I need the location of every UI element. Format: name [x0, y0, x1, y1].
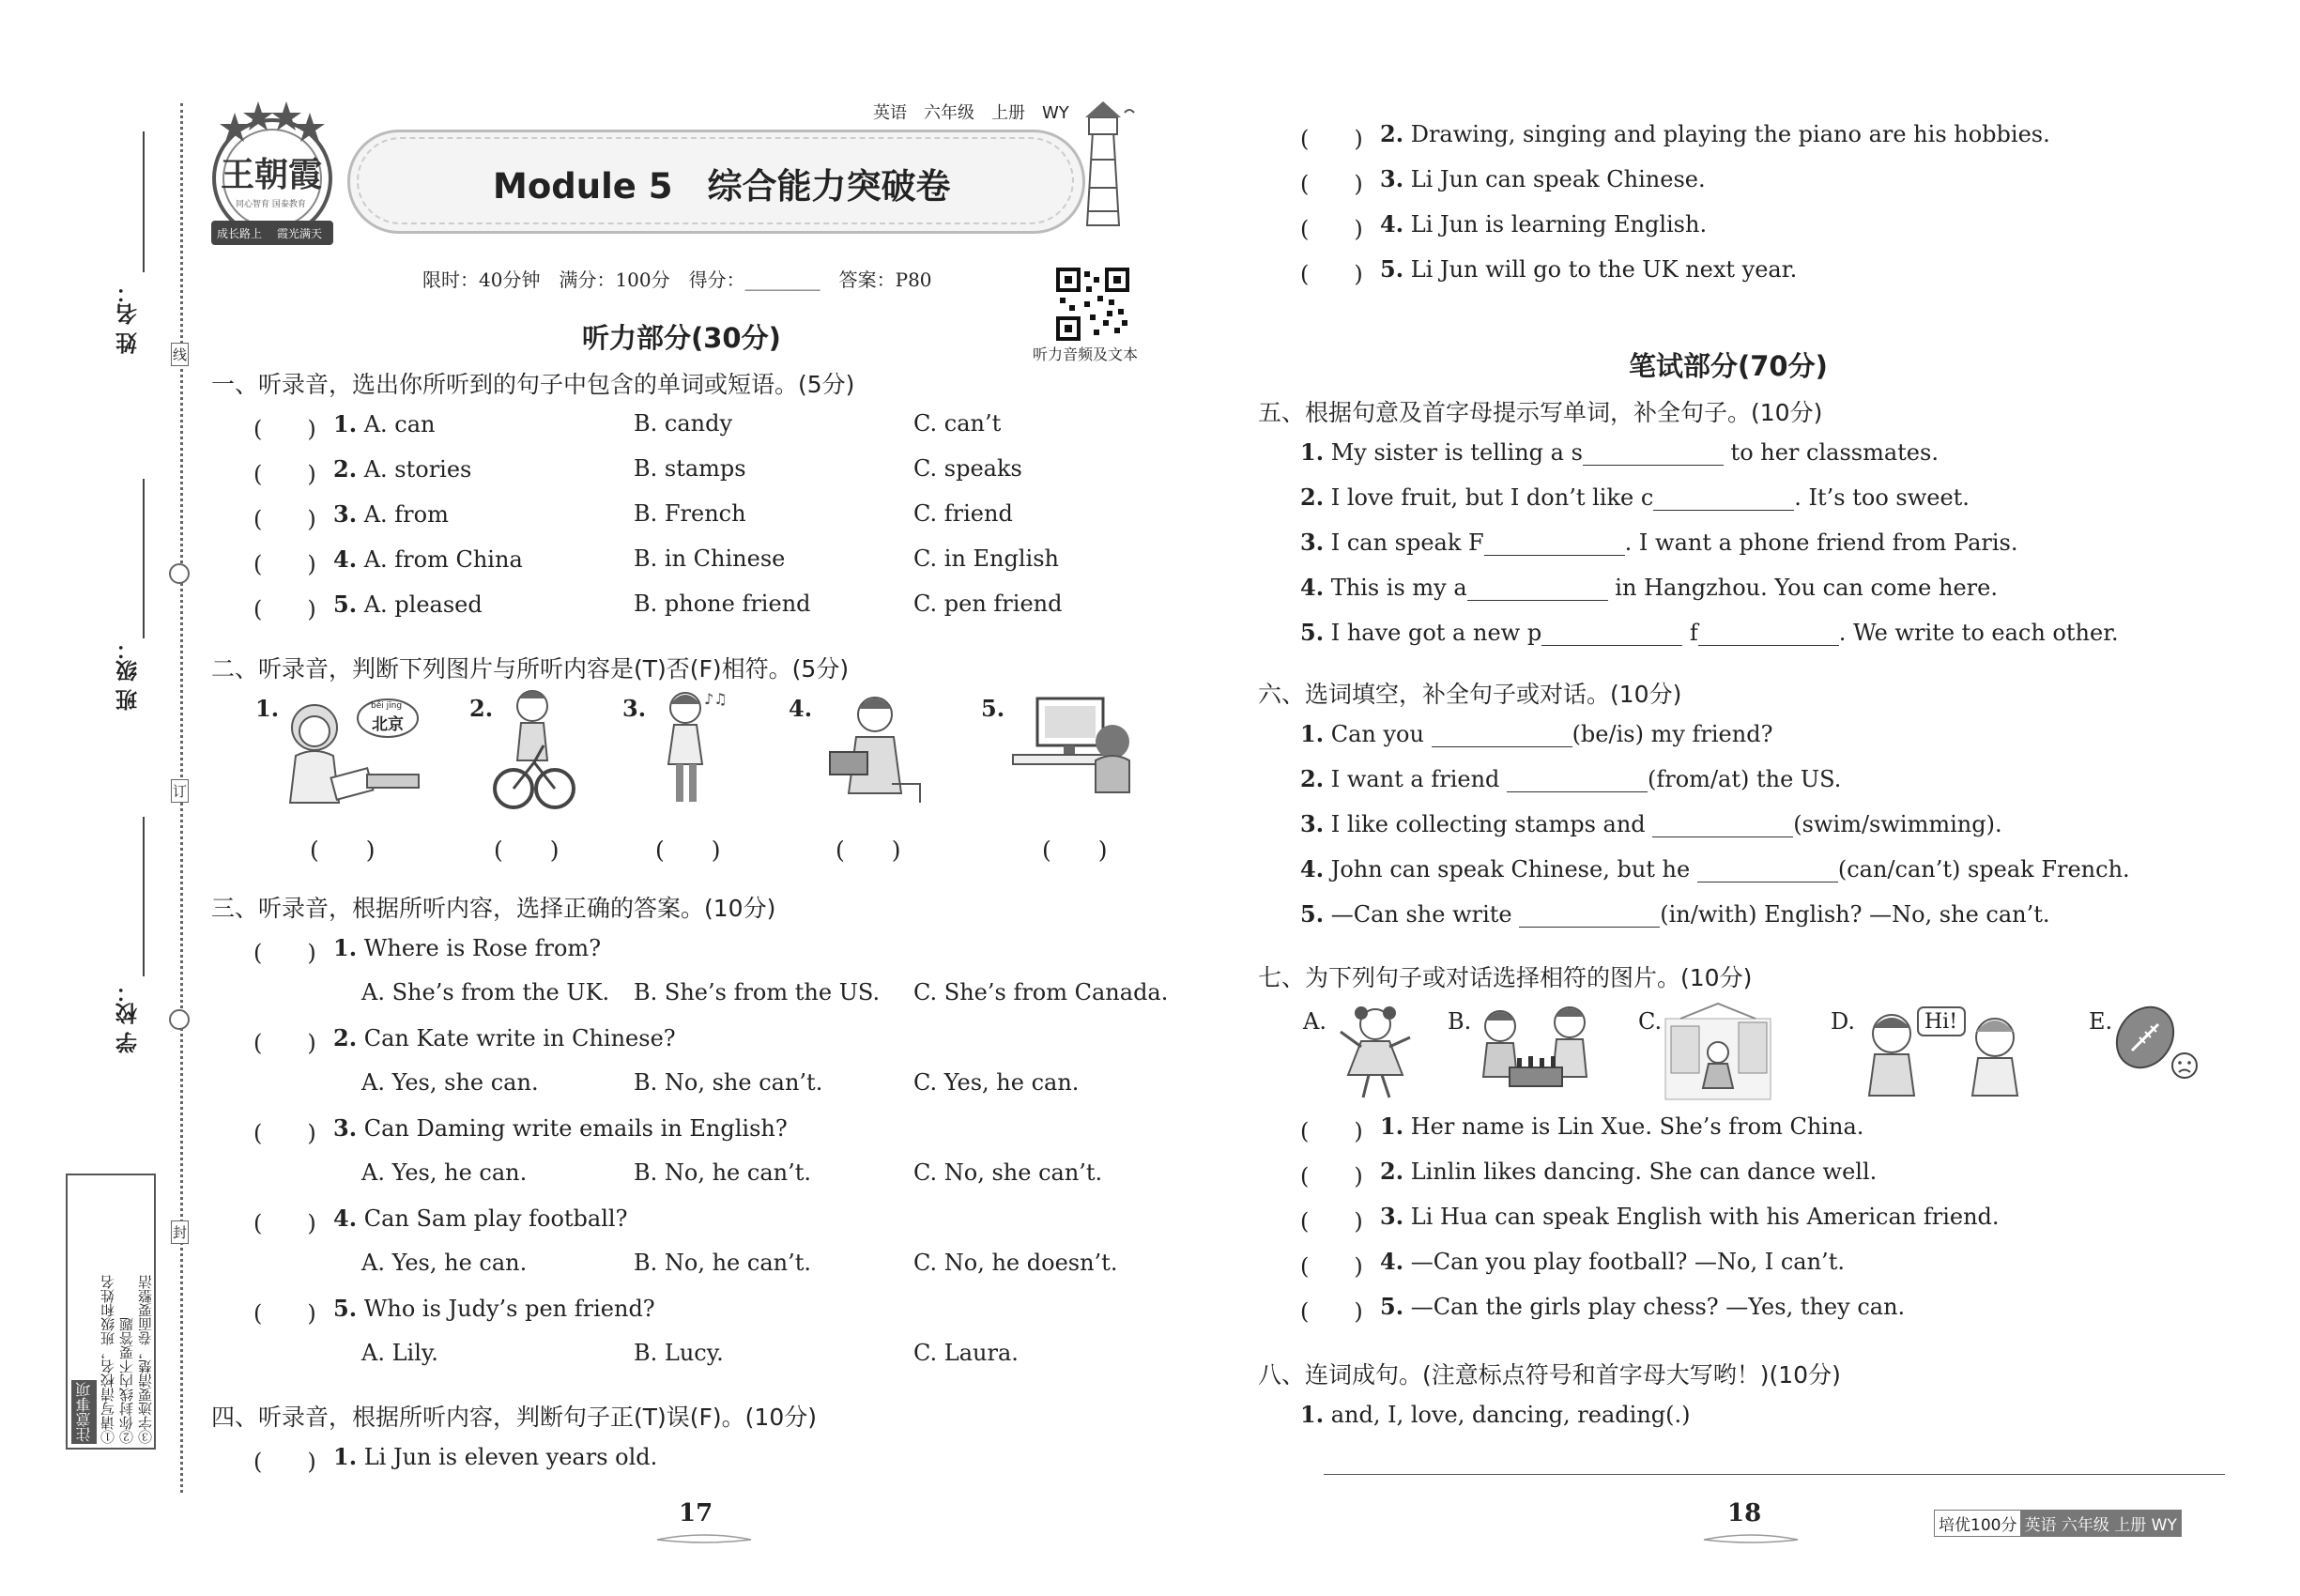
answer-blank[interactable]: ( )	[836, 836, 901, 864]
answer-blank[interactable]: ( )	[253, 940, 316, 966]
answer-blank[interactable]: ( )	[1300, 1298, 1363, 1325]
q8-1: 1. and, I, love, dancing, reading(.)	[1300, 1401, 1691, 1428]
pic-label-c: C.	[1638, 1008, 1663, 1035]
answer-blank[interactable]: ( )	[253, 506, 316, 532]
answer-blank[interactable]: ( )	[655, 836, 721, 864]
section-8-title: 八、连词成句。(注意标点符号和首字母大写哟！)(10分)	[1258, 1361, 1841, 1389]
pic-num-3: 3.	[622, 695, 647, 722]
q7-1: 1. Her name is Lin Xue. She’s from China.	[1380, 1113, 1864, 1140]
q6-4: 4. John can speak Chinese, but he (can/can’t) speak French.	[1300, 855, 2130, 882]
exam-meta: 限时：40分钟 满分：100分 得分：________ 答案：P80	[422, 269, 932, 291]
q7-5: 5. —Can the girls play chess? —Yes, they can.	[1380, 1293, 1906, 1320]
cut-mark: 线	[171, 343, 189, 366]
answer-blank[interactable]: ( )	[253, 596, 316, 622]
logo-text: 王朝霞	[221, 155, 323, 194]
logo-banner-left: 成长路上	[217, 227, 263, 240]
pic-girl-cycling	[493, 685, 577, 817]
qr-caption: 听力音频及文本	[1033, 345, 1139, 363]
logo-banner-right: 霞光满天	[277, 227, 323, 240]
footer-badge	[1934, 1510, 2182, 1537]
fill-blank[interactable]	[1698, 622, 1839, 646]
answer-blank[interactable]: ( )	[310, 836, 376, 864]
q1-1-c: C. can’t	[913, 410, 1002, 437]
section-5-title: 五、根据句意及首字母提示写单词，补全句子。(10分)	[1258, 399, 1823, 426]
q4-2: 2. Drawing, singing and playing the piano are his hobbies.	[1380, 120, 2050, 147]
qr-code[interactable]	[1056, 268, 1129, 341]
answer-blank[interactable]: ( )	[1300, 1208, 1363, 1235]
q3-2-c: C. Yes, he can.	[913, 1069, 1080, 1096]
q3-3-c: C. No, she can’t.	[913, 1159, 1103, 1186]
svg-text:♪♫: ♪♫	[704, 690, 728, 708]
pic-label-b: B.	[1448, 1008, 1472, 1035]
logo	[202, 94, 343, 253]
q1-1-b: B. candy	[634, 410, 733, 437]
q3-1-c: C. She’s from Canada.	[913, 979, 1169, 1005]
answer-blank[interactable]: ( )	[253, 1030, 316, 1056]
pic-girl-dancing	[1333, 1000, 1418, 1103]
q5-3: 3. I can speak F . I want a phone friend from Paris.	[1300, 529, 2018, 556]
q4-4: 4. Li Jun is learning English.	[1380, 210, 1708, 238]
q3-3: 3. Can Daming write emails in English?	[333, 1114, 788, 1142]
class-line	[143, 479, 145, 638]
cut-mark: 封	[171, 1220, 189, 1244]
fill-blank[interactable]	[1432, 724, 1572, 747]
q5-4: 4. This is my a in Hangzhou. You can come here.	[1300, 574, 1998, 601]
page-swoosh-left	[652, 1530, 756, 1549]
q3-5-b: B. Lucy.	[634, 1340, 724, 1366]
notes-box	[66, 1174, 156, 1450]
q3-2-a: A. Yes, she can.	[361, 1069, 539, 1096]
q1-1: 1. A. can	[333, 410, 436, 437]
answer-blank[interactable]: ( )	[253, 1210, 316, 1236]
answer-blank[interactable]: ( )	[1300, 216, 1363, 242]
answer-blank[interactable]: ( )	[1300, 1253, 1363, 1280]
q5-2: 2. I love fruit, but I don’t like c . It’s too sweet.	[1300, 483, 1970, 511]
answer-blank[interactable]: ( )	[253, 1449, 316, 1475]
page-number-right: 18	[1727, 1499, 1762, 1527]
q6-3: 3. I like collecting stamps and (swim/swimming).	[1300, 810, 2002, 837]
notes-title: 注意事项	[71, 1380, 97, 1444]
pic-girls-chess	[1474, 1000, 1596, 1103]
q1-2-c: C. speaks	[913, 455, 1022, 482]
listening-heading: 听力部分(30分)	[582, 322, 781, 354]
answer-blank[interactable]: ( )	[253, 416, 316, 442]
writing-heading: 笔试部分(70分)	[1629, 350, 1828, 382]
section-4-title: 四、听录音，根据所听内容，判断句子正(T)误(F)。(10分)	[211, 1404, 817, 1431]
section-7-title: 七、为下列句子或对话选择相符的图片。(10分)	[1258, 964, 1753, 991]
section-3-title: 三、听录音，根据所听内容，选择正确的答案。(10分)	[211, 895, 776, 922]
fill-blank[interactable]	[1484, 532, 1625, 556]
badge-left: 培优100分	[1935, 1511, 2020, 1536]
note-item: ③字迹要清楚，卷面要整洁	[137, 1275, 154, 1444]
section-6-title: 六、选词填空，补全句子或对话。(10分)	[1258, 681, 1682, 708]
answer-blank[interactable]: ( )	[253, 461, 316, 487]
lighthouse-icon	[1070, 94, 1136, 235]
q1-5: 5. A. pleased	[333, 591, 483, 618]
q4-3: 3. Li Jun can speak Chinese.	[1380, 165, 1706, 192]
q3-1-b: B. She’s from the US.	[634, 979, 881, 1005]
q7-4: 4. —Can you play football? —No, I can’t.	[1380, 1248, 1845, 1275]
q1-3-b: B. French	[634, 500, 746, 527]
q3-4: 4. Can Sam play football?	[333, 1205, 628, 1232]
pic-football-sad	[2108, 1000, 2201, 1084]
q4-1: 1. Li Jun is eleven years old.	[333, 1443, 658, 1470]
q4-5: 5. Li Jun will go to the UK next year.	[1380, 255, 1798, 283]
subject-info: 英语 六年级 上册 WY	[873, 103, 1069, 123]
pic-num-1: 1.	[255, 695, 280, 722]
q3-2: 2. Can Kate write in Chinese?	[333, 1024, 676, 1051]
q3-1: 1. Where is Rose from?	[333, 934, 602, 961]
pic-girl-singing	[648, 685, 732, 817]
answer-blank[interactable]: ( )	[253, 551, 316, 577]
page-swoosh-right	[1699, 1530, 1802, 1549]
fill-blank[interactable]	[1467, 577, 1608, 601]
class-label: 班 级：	[116, 638, 141, 712]
q6-2: 2. I want a friend (from/at) the US.	[1300, 765, 1842, 792]
logo-subtitle: 同心智育 国泰教育	[236, 200, 306, 209]
q3-5-a: A. Lily.	[361, 1340, 438, 1366]
section-1-title: 一、听录音，选出你所听到的句子中包含的单词或短语。(5分)	[211, 371, 855, 398]
q5-1: 1. My sister is telling a s to her classmates.	[1300, 438, 1939, 466]
answer-blank[interactable]: ( )	[1300, 1118, 1363, 1144]
school-line	[143, 817, 145, 976]
hi-bubble-text: Hi!	[1924, 1010, 1958, 1034]
note-item: ②你封线内不要答题	[118, 1317, 135, 1444]
binding-ring	[169, 563, 190, 584]
binding-strip	[56, 94, 188, 1502]
fill-blank[interactable]	[1541, 622, 1682, 646]
q7-2: 2. Linlin likes dancing. She can dance well.	[1380, 1158, 1878, 1185]
q1-2: 2. A. stories	[333, 455, 472, 483]
note-item: ①请写清校名，班级和姓名	[100, 1275, 116, 1444]
answer-blank[interactable]: ( )	[1300, 1163, 1363, 1189]
answer-blank[interactable]: ( )	[1042, 836, 1108, 864]
pic-1-pinyin: běi jīng	[371, 701, 403, 711]
fill-blank[interactable]	[1653, 487, 1794, 511]
answer-blank[interactable]: ( )	[1300, 261, 1363, 287]
pic-num-4: 4.	[789, 695, 813, 722]
pic-boy-reading	[817, 690, 929, 812]
name-line	[143, 131, 145, 272]
q3-3-a: A. Yes, he can.	[361, 1159, 528, 1186]
q1-2-b: B. stamps	[634, 455, 746, 482]
q3-2-b: B. No, she can’t.	[634, 1069, 823, 1096]
section-2-title: 二、听录音，判断下列图片与所听内容是(T)否(F)相符。(5分)	[211, 655, 850, 683]
pic-girl-city	[1662, 1000, 1774, 1103]
q3-4-b: B. No, he can’t.	[634, 1250, 811, 1276]
pic-label-a: A.	[1303, 1008, 1326, 1035]
pic-boy-computer	[1009, 695, 1141, 798]
fill-blank[interactable]	[1519, 904, 1660, 928]
q3-5: 5. Who is Judy’s pen friend?	[333, 1295, 655, 1322]
pic-label-d: D.	[1831, 1008, 1856, 1035]
page-number-left: 17	[679, 1499, 713, 1527]
q1-4-b: B. in Chinese	[634, 545, 786, 572]
q3-4-c: C. No, he doesn’t.	[913, 1250, 1118, 1276]
q6-5: 5. —Can she write (in/with) English? —No, she can’t.	[1300, 900, 2050, 928]
answer-blank[interactable]: ( )	[1300, 126, 1363, 152]
q1-4-c: C. in English	[913, 545, 1059, 572]
q1-3-c: C. friend	[913, 500, 1013, 527]
answer-line[interactable]	[1324, 1474, 2225, 1475]
q1-4: 4. A. from China	[333, 545, 523, 573]
pic-1-text: 北京	[372, 715, 404, 734]
badge-right: 英语 六年级 上册 WY	[2020, 1511, 2180, 1536]
fill-blank[interactable]	[1697, 859, 1838, 882]
q5-5: 5. I have got a new p f . We write to each other.	[1300, 619, 2119, 646]
page-title: Module 5 综合能力突破卷	[493, 166, 951, 207]
q6-1: 1. Can you (be/is) my friend?	[1300, 720, 1773, 747]
pic-label-e: E.	[2089, 1008, 2113, 1035]
answer-blank[interactable]: ( )	[494, 836, 560, 864]
name-label: 姓 名：	[116, 282, 141, 355]
fill-blank[interactable]	[1507, 769, 1648, 792]
q3-4-a: A. Yes, he can.	[361, 1250, 528, 1276]
q7-3: 3. Li Hua can speak English with his American friend.	[1380, 1203, 2000, 1230]
answer-blank[interactable]: ( )	[1300, 171, 1363, 197]
q1-5-c: C. pen friend	[913, 591, 1063, 617]
answer-blank[interactable]: ( )	[253, 1120, 316, 1146]
fill-blank[interactable]	[1583, 442, 1724, 466]
school-label: 学 校：	[116, 981, 141, 1054]
binding-ring	[169, 1009, 190, 1030]
q3-5-c: C. Laura.	[913, 1340, 1019, 1366]
q3-1-a: A. She’s from the UK.	[361, 979, 610, 1005]
pic-num-5: 5.	[981, 695, 1005, 722]
pic-grandma-writing	[277, 690, 427, 812]
q1-5-b: B. phone friend	[634, 591, 811, 617]
fill-blank[interactable]	[1652, 814, 1793, 837]
pic-num-2: 2.	[469, 695, 494, 722]
answer-blank[interactable]: ( )	[253, 1300, 316, 1327]
q1-3: 3. A. from	[333, 500, 449, 528]
cut-mark: 订	[171, 779, 189, 803]
q3-3-b: B. No, he can’t.	[634, 1159, 811, 1186]
